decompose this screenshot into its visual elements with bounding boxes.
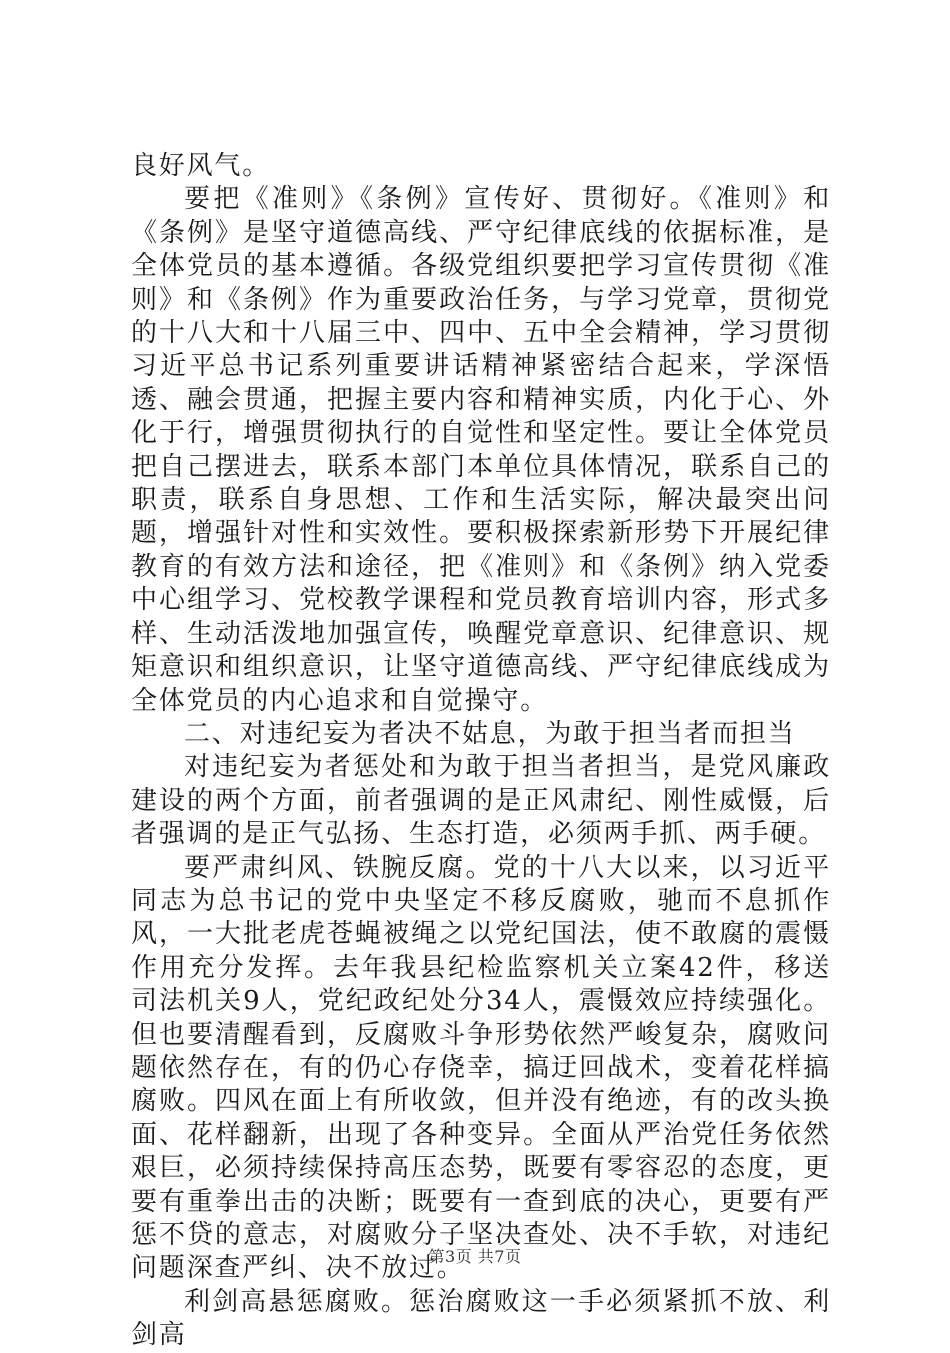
- paragraph: 利剑高悬惩腐败。惩治腐败这一手必须紧抓不放、利剑高: [131, 1286, 831, 1351]
- page-footer: 第3页 共7页: [428, 1247, 522, 1266]
- document-body: [131, 150, 831, 1353]
- paragraph: 要严肃纠风、铁腕反腐。党的十八大以来，以习近平同志为总书记的党中央坚定不移反腐败，驰而不息抓作风，一大批老虎苍蝇被绳之以党纪国法，使不敢腐的震慑作用充分发挥。去年我县纪检监察机关立案42件，移送司法机关9人，党纪政纪处分34人，震慑效应持续强化。但也要清醒看到，反腐败斗争形势依然严峻复杂，腐败问题依然存在，有的仍心存侥幸，搞迂回战术，变着花样搞腐败。四风在面上有所收敛，但并没有绝迹，有的改头换面、花样翻新，出现了各种变异。全面从严治党任务依然艰巨，必须持续保持高压态势，既要有零容忍的态度，更要有重拳出击的决断；既要有一查到底的决心，更要有严惩不贷的意志，对腐败分子坚决查处、决不手软，对违纪问题深查严纠、决不放过。: [131, 852, 831, 1284]
- paragraph: 良好风气。: [131, 151, 271, 181]
- paragraph: 要把《准则》《条例》宣传好、贯彻好。《准则》和《条例》是坚守道德高线、严守纪律底线的依据标准，是全体党员的基本遵循。各级党组织要把学习宣传贯彻《准则》和《条例》作为重要政治任务，与学习党章，贯彻党的十八大和十八届三中、四中、五中全会精神，学习贯彻习近平总书记系列重要讲话精神紧密结合起来，学深悟透、融会贯通，把握主要内容和精神实质，内化于心、外化于行，增强贯彻执行的自觉性和坚定性。要让全体党员把自己摆进去，联系本部门本单位具体情况，联系自己的职责，联系自身思想、工作和生活实际，解决最突出问题，增强针对性和实效性。要积极探索新形势下开展纪律教育的有效方法和途径，把《准则》和《条例》纳入党委中心组学习、党校教学课程和党员教育培训内容，形式多样、生动活泼地加强宣传，唤醒党章意识、纪律意识、规矩意识和组织意识，让坚守道德高线、严守纪律底线成为全体党员的内心追求和自觉操守。: [131, 184, 831, 716]
- section-heading: 二、对违纪妄为者决不姑息，为敢于担当者而担当: [184, 718, 796, 749]
- paragraph: 对违纪妄为者惩处和为敢于担当者担当，是党风廉政建设的两个方面，前者强调的是正风肃纪、刚性威慑，后者强调的是正气弘扬、生态打造，必须两手抓、两手硬。: [131, 752, 831, 850]
